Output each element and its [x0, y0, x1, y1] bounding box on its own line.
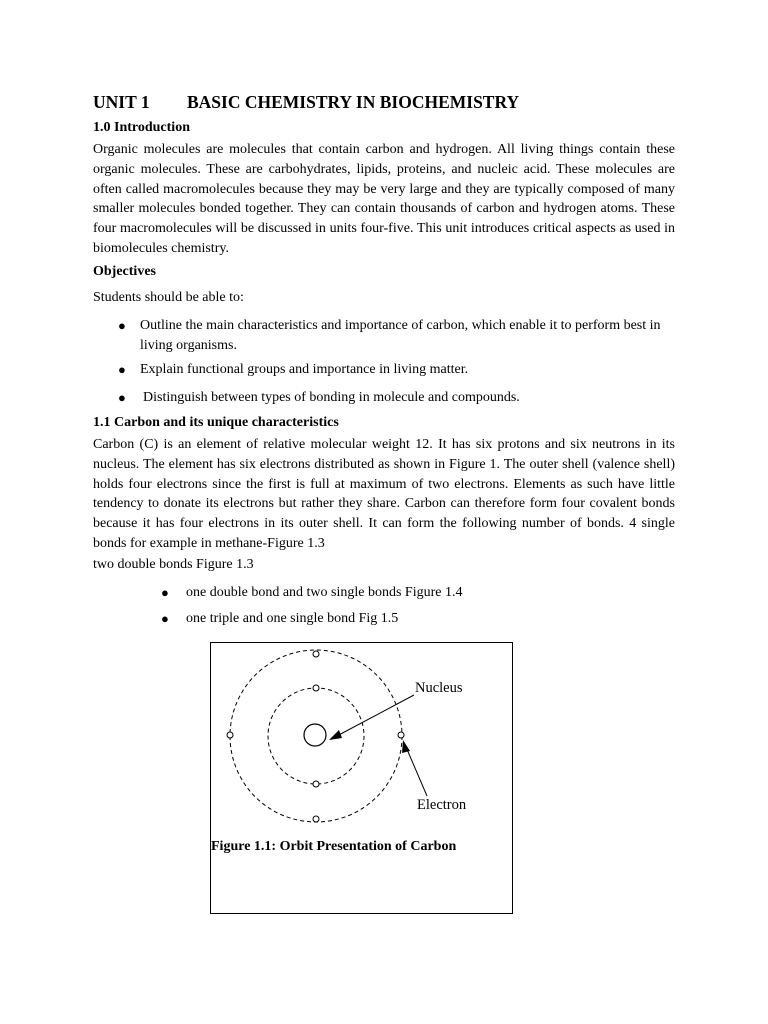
- bullet-icon: ●: [118, 318, 126, 333]
- objective-item: [118, 360, 676, 380]
- intro-paragraph: Organic molecules are molecules that contain carbon and hydrogen. All living things contain these organic molecules. These are carbohydrates, lipids, proteins, and nucleic acid. These molecules are often called macromolecules because they may be very large and they are typically composed of many smaller molecules bonded together. They can contain thousands of carbon and hydrogen atoms. These four macromolecules will be discussed in units four-five. This unit introduces critical aspects as used in biomolecules chemistry.: [93, 142, 675, 256]
- bullet-icon: ●: [118, 390, 126, 405]
- bullet-icon: ●: [118, 362, 126, 377]
- objective-text: Outline the main characteristics and importance of carbon, which enable it to perform best in living organisms.: [140, 318, 661, 353]
- figure-caption: Figure 1.1: Orbit Presentation of Carbon: [211, 839, 457, 854]
- electron-dot: [313, 685, 319, 691]
- bond-item: [161, 583, 666, 603]
- electron-arrow: [406, 747, 427, 796]
- unit-number: UNIT 1: [93, 92, 150, 112]
- bullet-icon: ●: [161, 611, 169, 626]
- objective-text: Explain functional groups and importance in living matter.: [140, 362, 469, 377]
- nucleus-arrow-head: [329, 730, 342, 740]
- unit-title: [93, 92, 519, 113]
- carbon-orbit-figure: [210, 642, 513, 914]
- electron-arrow-head: [402, 740, 410, 753]
- section-1-1-paragraph: Carbon (C) is an element of relative molecular weight 12. It has six protons and six neutrons in its nucleus. The element has six electrons distributed as shown in Figure 1. The outer shell (valence shell) holds four electrons since the first is full at maximum of two electrons. Elements as such have little tendency to donate its electrons but rather they share. Carbon can therefore form four covalent bonds because it has four electrons in its outer shell. It can form the following number of bonds. 4 single bonds for example in methane-Figure 1.3: [93, 437, 675, 551]
- objectives-heading: Objectives: [93, 264, 156, 279]
- intro-heading: 1.0 Introduction: [93, 120, 190, 135]
- bond-text: one triple and one single bond Fig 1.5: [186, 611, 399, 626]
- nucleus-label: Nucleus: [415, 680, 463, 696]
- double-bonds-line: two double bonds Figure 1.3: [93, 557, 254, 572]
- objectives-lead: Students should be able to:: [93, 290, 244, 305]
- bond-text: one double bond and two single bonds Figure 1.4: [186, 585, 463, 600]
- bond-item: [161, 609, 666, 629]
- electron-label: Electron: [417, 797, 467, 813]
- nucleus: [304, 724, 326, 746]
- electron-dot: [398, 732, 404, 738]
- objective-item: [118, 388, 676, 408]
- bullet-icon: ●: [161, 585, 169, 600]
- section-1-1-heading: 1.1 Carbon and its unique characteristics: [93, 415, 339, 430]
- electron-dot: [227, 732, 233, 738]
- unit-heading: BASIC CHEMISTRY IN BIOCHEMISTRY: [187, 92, 520, 112]
- objective-text: Distinguish between types of bonding in molecule and compounds.: [143, 390, 520, 405]
- objective-item: [118, 316, 676, 355]
- electron-dot: [313, 781, 319, 787]
- orbit-diagram: [211, 643, 514, 915]
- electron-dot: [313, 651, 319, 657]
- electron-dot: [313, 816, 319, 822]
